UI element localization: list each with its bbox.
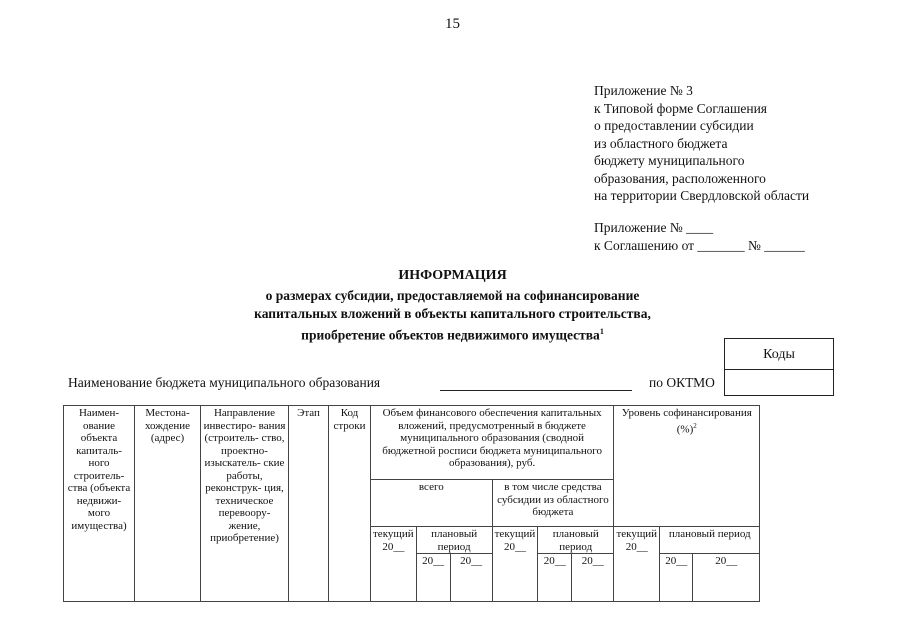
subsidy-info-table [63, 405, 760, 602]
agreement-appendix-block [594, 219, 805, 254]
footnote-marker: 1 [599, 327, 604, 336]
header-planned-period: плановый период [660, 527, 760, 554]
document-title: ИНФОРМАЦИЯ [398, 268, 507, 283]
header-year: 20__ [572, 554, 614, 602]
appendix-line: из областного бюджета [594, 135, 728, 151]
header-planned-period: плановый период [416, 527, 492, 554]
header-current-year: текущий 20__ [371, 527, 417, 602]
header-investment-direction: Направление инвестиро- вания (строитель- ство, проектно- изыскатель- ские работы, реконструк- ция, техническое перевоору- жение, приобретение) [201, 406, 289, 602]
appendix-line: о предоставлении субсидии [594, 118, 754, 133]
footnote-marker: 2 [693, 421, 697, 430]
page-number: 15 [445, 16, 460, 32]
header-location: Местона- хождение (адрес) [135, 406, 201, 602]
codes-header: Коды [725, 339, 833, 370]
subtitle-line: о размерах субсидии, предоставляемой на софинансирование [265, 288, 640, 303]
header-regional-subsidy: в том числе средства субсидии из областного бюджета [492, 480, 614, 527]
agreement-appendix-line: к Соглашению от _______ № ______ [594, 237, 805, 253]
header-object-name: Наимен- ование объекта капиталь- ного строитель- ства (объекта недвижи- мого имущества) [64, 406, 135, 602]
appendix-line: бюджету муниципального [594, 153, 745, 168]
appendix-line: Приложение № 3 [594, 83, 693, 98]
appendix-line: на территории Свердловской области [594, 188, 810, 203]
budget-name-label: Наименование бюджета муниципального образования [68, 375, 381, 390]
header-funding-volume: Объем финансового обеспечения капитальных вложений, предусмотренный в бюджете муниципального образования (сводной бюджетной росписи бюджета муниципального образования), руб. [371, 406, 614, 480]
header-stage: Этап [289, 406, 329, 602]
appendix-line: к Типовой форме Соглашения [594, 100, 768, 116]
header-year: 20__ [660, 554, 693, 602]
header-year: 20__ [450, 554, 492, 602]
header-planned-period: плановый период [538, 527, 614, 554]
subtitle-line: приобретение объектов недвижимого имущества$^1$ [301, 327, 604, 343]
header-current-year: текущий 20__ [614, 527, 660, 602]
codes-box [724, 338, 834, 396]
header-year: 20__ [538, 554, 572, 602]
header-line-code: Код строки [329, 406, 371, 602]
header-current-year: текущий 20__ [492, 527, 538, 602]
appendix-line: образования, расположенного [594, 170, 766, 186]
document-subtitle [0, 287, 905, 345]
header-cofinancing-level: Уровень софинансирования (%)$^2$ [614, 406, 760, 527]
budget-name-field[interactable] [440, 390, 632, 391]
agreement-appendix-line: Приложение № ____ [594, 220, 714, 235]
header-year: 20__ [416, 554, 450, 602]
oktmo-label: по ОКТМО [649, 375, 715, 390]
oktmo-code-cell[interactable] [725, 370, 833, 396]
subtitle-line: капитальных вложений в объекты капитального строительства, [254, 306, 651, 321]
header-total: всего [371, 480, 493, 527]
header-year: 20__ [693, 554, 760, 602]
appendix-block [594, 82, 809, 205]
